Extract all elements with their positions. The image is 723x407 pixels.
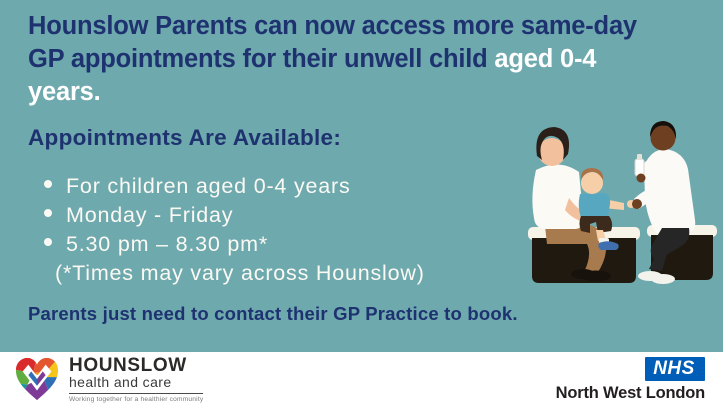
hounslow-logo-name: HOUNSLOW xyxy=(69,355,187,377)
hounslow-logo-tagline: Working together for a healthier community xyxy=(69,395,204,403)
bullet-icon xyxy=(44,238,52,246)
bullet-text: Monday - Friday xyxy=(66,203,234,227)
hounslow-logo-text xyxy=(69,356,203,402)
footer-bar xyxy=(0,352,723,407)
nhs-logo xyxy=(556,357,705,403)
rainbow-heart-icon xyxy=(14,356,60,402)
headline xyxy=(28,10,650,109)
bullet-icon xyxy=(44,180,52,188)
nhs-logo-box xyxy=(645,357,705,381)
nhs-logo-letters: NHS xyxy=(653,358,695,379)
bullet-text: For children aged 0-4 years xyxy=(66,174,351,198)
bullet-icon xyxy=(44,209,52,217)
doctor-examining-child-illustration xyxy=(511,100,723,292)
headline-highlight: aged 0-4 years. xyxy=(28,45,597,106)
bullet-text: 5.30 pm – 8.30 pm* xyxy=(66,232,269,256)
hounslow-logo-subtitle: health and care xyxy=(69,375,203,393)
headline-text: Hounslow Parents can now access more same-day GP appointments for their unwell child xyxy=(28,12,637,73)
subheadline: Appointments Are Available: xyxy=(28,125,342,150)
bullet-note: (*Times may vary across Hounslow) xyxy=(55,261,425,285)
cta-text: Parents just need to contact their GP Practice to book. xyxy=(28,303,518,324)
hounslow-logo xyxy=(14,356,203,402)
nhs-region-label: North West London xyxy=(555,383,705,402)
